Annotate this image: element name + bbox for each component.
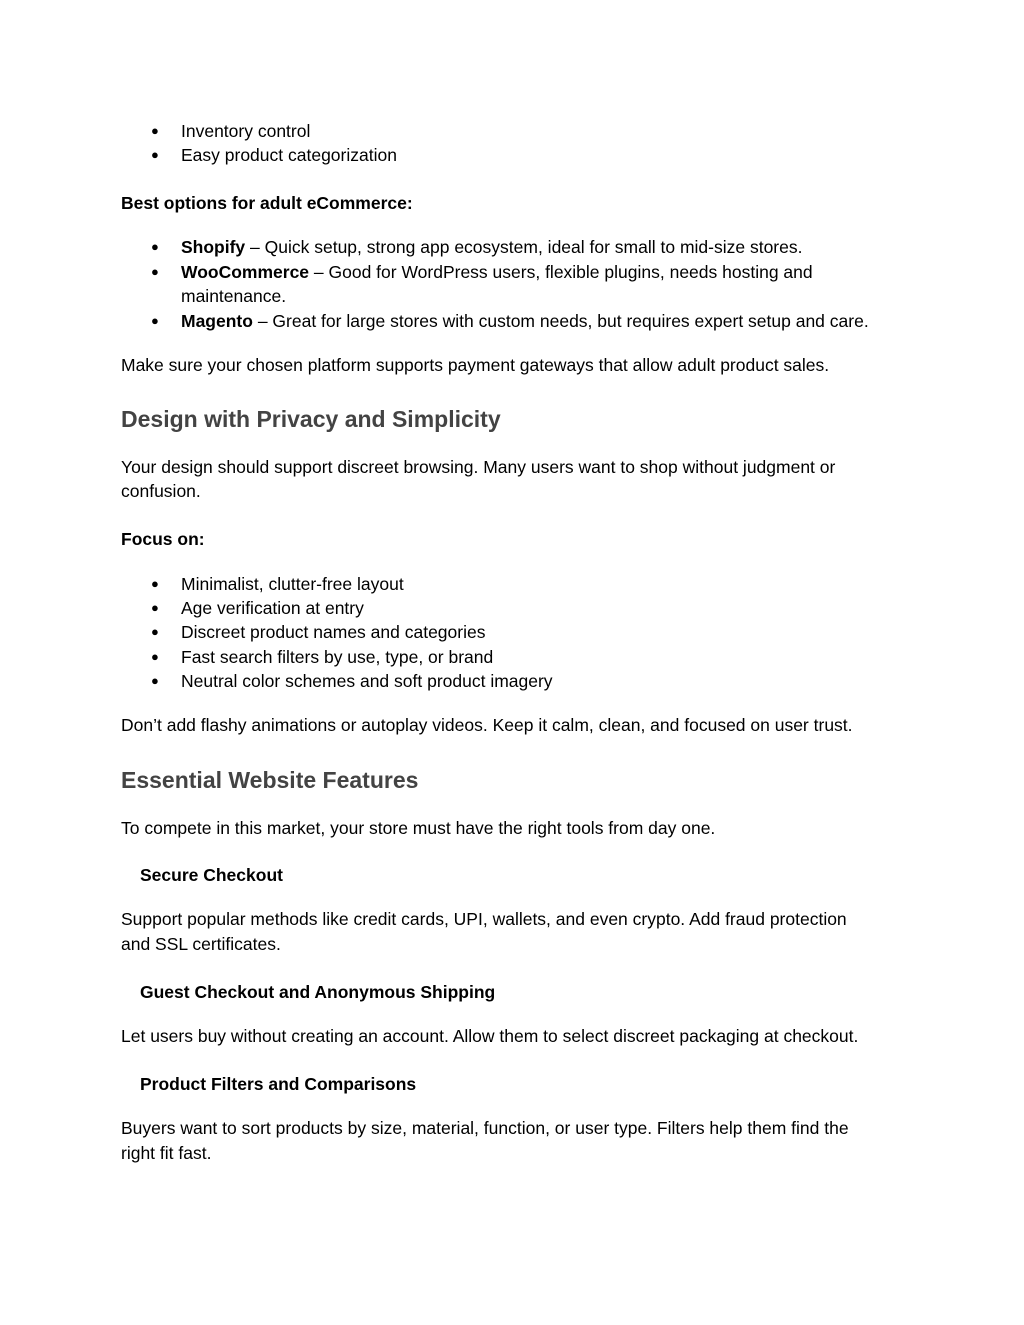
- platform-description: – Good for WordPress users, flexible plugins, needs hosting and: [309, 262, 813, 282]
- list-item: Neutral color schemes and soft product imagery: [181, 671, 553, 691]
- platform-name: Shopify: [181, 237, 246, 257]
- list-item: Easy product categorization: [181, 145, 397, 165]
- platform-description: – Quick setup, strong app ecosystem, ideal for small to mid-size stores.: [245, 237, 803, 257]
- platform-description-continued: maintenance.: [181, 286, 287, 306]
- list-item: Minimalist, clutter-free layout: [181, 574, 404, 594]
- platform-note: Make sure your chosen platform supports payment gateways that allow adult product sales.: [121, 355, 830, 375]
- section-heading-features: Essential Website Features: [121, 767, 419, 793]
- paragraph: and SSL certificates.: [121, 934, 281, 954]
- bullet-icon: ●: [151, 624, 159, 639]
- section-heading-design: Design with Privacy and Simplicity: [121, 406, 501, 432]
- bullet-icon: ●: [151, 576, 159, 591]
- paragraph: To compete in this market, your store must have the right tools from day one.: [121, 818, 716, 838]
- paragraph: right fit fast.: [121, 1143, 212, 1163]
- list-item-magento: [181, 309, 869, 333]
- platform-name: Magento: [181, 311, 253, 331]
- subheading-guest-checkout: Guest Checkout and Anonymous Shipping: [140, 982, 496, 1002]
- bullet-icon: ●: [151, 673, 159, 688]
- paragraph: Let users buy without creating an account. Allow them to select discreet packaging at checkout.: [121, 1026, 859, 1046]
- paragraph: Don’t add flashy animations or autoplay videos. Keep it calm, clean, and focused on user trust.: [121, 715, 853, 735]
- subheading-secure-checkout: Secure Checkout: [140, 865, 283, 885]
- bullet-icon: ●: [151, 264, 159, 279]
- list-item: Fast search filters by use, type, or brand: [181, 647, 494, 667]
- paragraph: confusion.: [121, 481, 201, 501]
- focus-title: Focus on:: [121, 529, 205, 549]
- subheading-product-filters: Product Filters and Comparisons: [140, 1074, 417, 1094]
- bullet-icon: ●: [151, 649, 159, 664]
- platform-name: WooCommerce: [181, 262, 310, 282]
- paragraph: Your design should support discreet browsing. Many users want to shop without judgment or: [121, 457, 836, 477]
- bullet-icon: ●: [151, 123, 159, 138]
- bullet-icon: ●: [151, 239, 159, 254]
- list-item-woocommerce: [181, 260, 813, 284]
- bullet-icon: ●: [151, 147, 159, 162]
- best-options-title: Best options for adult eCommerce:: [121, 193, 413, 213]
- list-item: Discreet product names and categories: [181, 622, 486, 642]
- bullet-icon: ●: [151, 600, 159, 615]
- list-item: Age verification at entry: [181, 598, 364, 618]
- bullet-icon: ●: [151, 313, 159, 328]
- platform-description: – Great for large stores with custom needs, but requires expert setup and care.: [252, 311, 869, 331]
- paragraph: Buyers want to sort products by size, material, function, or user type. Filters help them find the: [121, 1118, 849, 1138]
- list-item: Inventory control: [181, 121, 311, 141]
- paragraph: Support popular methods like credit cards, UPI, wallets, and even crypto. Add fraud protection: [121, 909, 847, 929]
- list-item-shopify: [181, 235, 802, 259]
